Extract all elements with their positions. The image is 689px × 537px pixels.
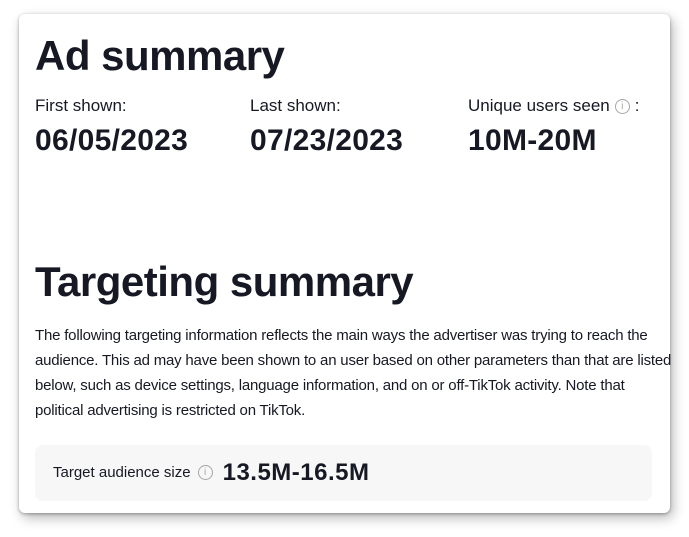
first-shown-label: First shown:	[35, 96, 127, 116]
unique-users-label: Unique users seen	[468, 96, 610, 116]
target-audience-size-box	[35, 445, 652, 501]
unique-users-label-colon: :	[634, 96, 640, 116]
stat-last-shown	[250, 96, 468, 158]
stat-unique-users	[468, 96, 640, 158]
first-shown-value: 06/05/2023	[35, 124, 189, 158]
last-shown-value: 07/23/2023	[250, 124, 404, 158]
unique-users-label-row	[468, 96, 640, 116]
ad-summary-title: Ad summary	[35, 32, 285, 79]
targeting-summary-title: Targeting summary	[35, 258, 414, 306]
info-icon[interactable]	[615, 99, 630, 114]
target-audience-size-label: Target audience size	[53, 464, 191, 482]
info-icon[interactable]	[198, 465, 213, 480]
ad-stats-row	[35, 96, 654, 158]
unique-users-value: 10M-20M	[468, 124, 597, 158]
targeting-description: The following targeting information reflects the main ways the advertiser was trying to reach the audience. This ad may have been shown to an user based on other parameters than that are listed below, such as device settings, language information, and on or off-TikTok activity. Note that political advertising is restricted on TikTok.	[35, 326, 672, 419]
last-shown-label: Last shown:	[250, 96, 341, 116]
stat-first-shown	[35, 96, 250, 158]
ad-detail-card	[19, 14, 670, 513]
target-audience-size-value: 13.5M-16.5M	[222, 458, 370, 486]
